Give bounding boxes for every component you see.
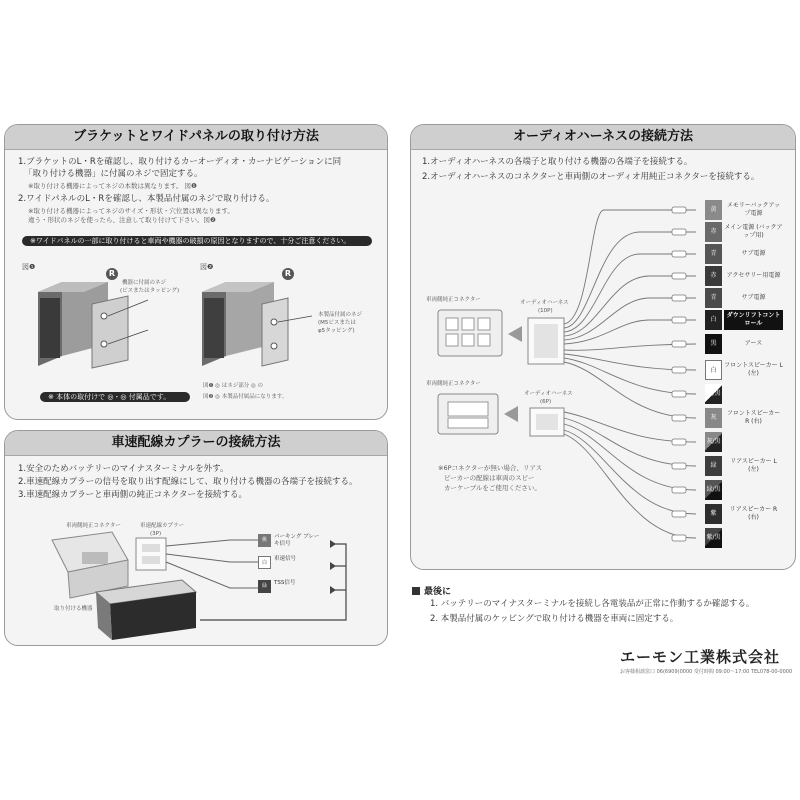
bracket-note-3: 違う・形状のネジを使ったら、注意して取り付けて下さい。図❷: [28, 216, 216, 224]
bracket-title: ブラケットとワイドパネルの取り付け方法: [5, 125, 387, 150]
final-step-1: 1. バッテリーのマイナスターミナルを接続し各電装品が正常に作動するか確認する。: [430, 599, 755, 609]
speed-title: 車速配線カプラーの接続方法: [5, 431, 387, 456]
audio-note-6p-c: カーケーブルをご使用ください。: [444, 484, 541, 492]
wire-front-right-neg: [705, 432, 783, 452]
wire-label: リアスピーカー L (左): [730, 458, 777, 473]
wire-sub-power-1: [705, 244, 783, 264]
harness-6p-drawing: [530, 408, 564, 436]
wire-label: フロントスピーカー L (左): [724, 362, 783, 377]
bracket-legend-a: 図❶ ◎ はネジ部分 ◎ の: [203, 383, 264, 389]
audio-note-6p-a: ※6Pコネクターが無い場合、リアス: [438, 464, 543, 472]
wire-swatch: 白: [705, 310, 722, 330]
audio-vehicle-connector-1: 車両側純正コネクター: [426, 297, 481, 303]
speed-swatch-tss: 緑: [258, 580, 271, 593]
speed-label-tss: TSS信号: [274, 580, 296, 586]
wire-rear-left: [705, 456, 783, 476]
wire-label: アース: [744, 340, 763, 347]
bracket-step-2: 2.ワイドパネルのL・Rを確認し、本製品付属のネジで取り付ける。: [18, 194, 275, 204]
wire-swatch: 白: [705, 360, 722, 380]
bracket-legend-bar: ※ 本体の取付けで ◎・◎ 付属品です。: [40, 392, 190, 402]
wire-swatch: 灰: [705, 408, 722, 428]
harness-10p-drawing: [528, 318, 564, 364]
audio-harness-2-pins: (6P): [540, 399, 552, 405]
speed-vehicle-connector-label: 車両側純正コネクター: [66, 523, 121, 529]
speed-label-parking: パーキング ブレーキ信号: [274, 534, 320, 547]
wire-swatch: 青: [705, 288, 722, 308]
wire-swatch: 灰/黒: [705, 432, 722, 452]
wire-swatch: 白/黒: [705, 384, 722, 404]
audio-note-6p-b: ピーカーの配線は車両のスピー: [444, 474, 535, 482]
speed-step-3: 3.車速配線カプラーと車両側の純正コネクターを接続する。: [18, 490, 247, 500]
wire-label: メイン電源 (バックアップ用): [724, 224, 783, 239]
wire-rear-left-neg: [705, 480, 783, 500]
wire-label: サブ電源: [741, 250, 766, 257]
bracket-step-1: 1.ブラケットのL・Rを確認し、取り付けるカーオーディオ・カーナビゲーションに同: [18, 157, 342, 167]
wire-label: フロントスピーカー R (右): [726, 410, 781, 425]
callout-1b: (ビスまたはタッピング): [120, 288, 180, 294]
audio-harness-1-pins: (10P): [538, 308, 553, 314]
wire-label: [724, 384, 783, 404]
wire-label: ダウンリフトコントロール: [724, 310, 783, 330]
figure-2-r-badge: R: [282, 268, 294, 280]
wire-label: [724, 528, 783, 548]
figure-1-label: 図❶: [22, 263, 36, 271]
audio-step-2: 2.オーディオハーネスのコネクターと車両側のオーディオ用純正コネクターを接続する。: [422, 172, 760, 182]
audio-harness-1: オーディオハーネス: [520, 300, 569, 306]
audio-title: オーディオハーネスの接続方法: [411, 125, 795, 150]
audio-step-1: 1.オーディオハーネスの各端子と取り付ける機器の各端子を接続する。: [422, 157, 693, 167]
speed-coupler-label: 車速配線カプラー: [140, 523, 185, 529]
connector-6p-drawing: [438, 394, 498, 434]
wire-terminals: [672, 207, 686, 541]
wire-swatch: 赤: [705, 222, 722, 242]
speed-device-label: 取り付ける機器: [54, 606, 93, 612]
figure-1-r-badge: R: [106, 268, 118, 280]
bracket-warning-bar: ※ワイドパネルの一部に取り付けると車両や機器の破損の原因となりますので、十分ご注意ください。: [22, 236, 372, 246]
wire-label: アクセサリー用電源: [726, 272, 781, 279]
speed-step-2: 2.車速配線カプラーの信号を取り出す配線にして、取り付ける機器の各端子を接続する。: [18, 477, 358, 487]
bracket-step-1b: 「取り付ける機器」に付属のネジで固定する。: [24, 169, 203, 179]
speed-label-vss: 車速信号: [274, 556, 297, 562]
callout-2a: 本製品付属のネジ: [318, 312, 363, 318]
callout-1a: 機器に付属のネジ: [122, 280, 167, 286]
figure-2-label: 図❷: [200, 263, 214, 271]
wire-sub-power-2: [705, 288, 783, 308]
wire-swatch: 紫: [705, 504, 722, 524]
speed-swatch-vss: 白: [258, 556, 271, 569]
final-heading-marker: [412, 587, 420, 595]
bracket-note-1: ※取り付ける機器によってネジの本数は異なります。 図❶: [28, 182, 197, 190]
callout-2c: φ5タッピング): [318, 328, 355, 334]
speed-step-1: 1.安全のためバッテリーのマイナスターミナルを外す。: [18, 464, 229, 474]
wire-swatch: 黒: [705, 334, 722, 354]
wire-front-right: [705, 408, 783, 428]
wire-front-left: [705, 360, 783, 380]
audio-harness-2: オーディオハーネス: [524, 391, 573, 397]
final-step-2: 2. 本製品付属のケッピングで取り付ける機器を車両に固定する。: [430, 614, 679, 624]
wire-rear-right-neg: [705, 528, 783, 548]
callout-2b: (M5ビスまたは: [318, 320, 356, 326]
speed-coupler-pins: (3P): [150, 531, 162, 537]
wire-label: リアスピーカー R (右): [729, 506, 778, 521]
wire-swatch: 紫/黒: [705, 528, 722, 548]
wire-front-left-neg: [705, 384, 783, 404]
connector-10p-drawing: [438, 310, 502, 356]
wire-label: メモリーバックアップ電源: [726, 202, 781, 217]
wire-label: サブ電源: [741, 294, 766, 301]
bracket-legend-b: 図❷ ◎ 本製品付属品になります。: [203, 394, 288, 400]
wire-label: [724, 432, 783, 452]
wire-downlift: [705, 310, 783, 330]
audio-vehicle-connector-2: 車両側純正コネクター: [426, 381, 481, 387]
wire-swatch: 青: [705, 244, 722, 264]
wire-main-power: [705, 222, 783, 242]
company-name: エーモン工業株式会社: [620, 648, 781, 666]
wire-swatch: 緑: [705, 456, 722, 476]
wire-swatch: 黄: [705, 200, 722, 220]
wire-swatch: 緑/黒: [705, 480, 722, 500]
bracket-note-2: ※取り付ける機器によってネジのサイズ・形状・穴位置は異なります。: [28, 207, 234, 215]
wire-swatch: 赤: [705, 266, 722, 286]
wire-accessory: [705, 266, 783, 286]
speed-swatch-parking: 桃: [258, 534, 271, 547]
wire-rear-right: [705, 504, 783, 524]
wire-ground: [705, 334, 783, 354]
final-heading: 最後に: [424, 587, 452, 597]
wire-label: [724, 480, 783, 500]
wire-memory-backup: [705, 200, 783, 220]
company-subline: お客様相談窓口 06(6909)0000 受付時間 09:00〜17:00 TEL078-00-0000: [620, 669, 793, 675]
